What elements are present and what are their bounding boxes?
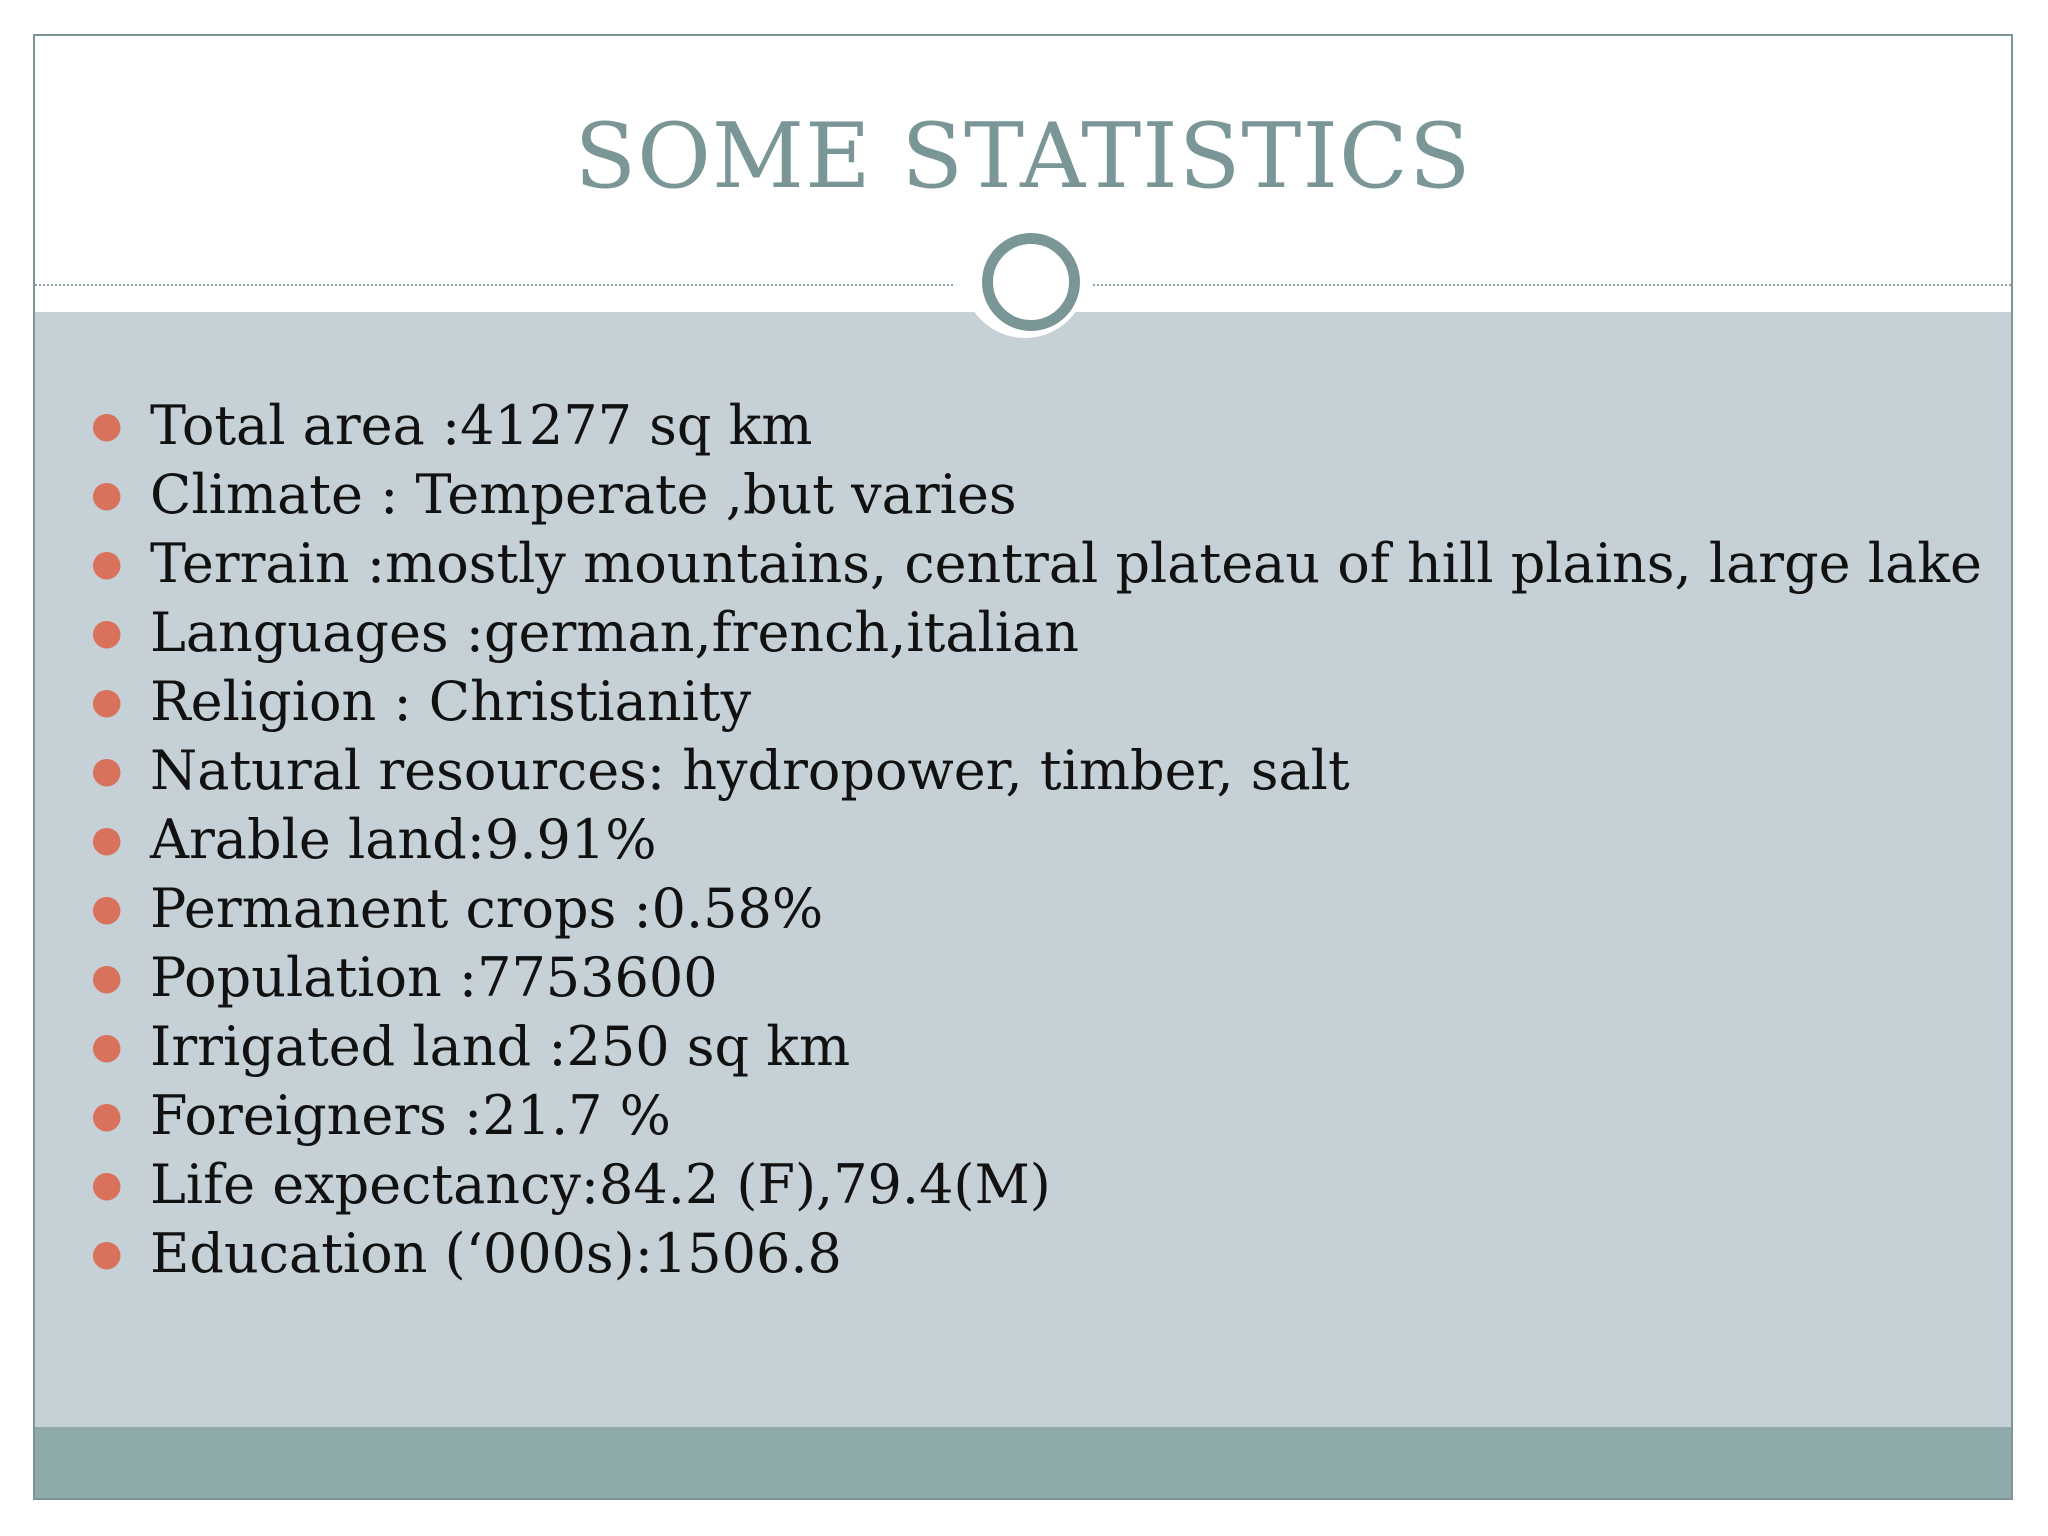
list-item — [35, 1150, 1982, 1219]
bullet-icon: ● — [91, 888, 123, 929]
bullet-icon: ● — [91, 1233, 123, 1274]
list-item-text: Natural resources: hydropower, timber, salt — [150, 739, 1350, 802]
title-divider-left — [35, 284, 953, 286]
bullet-icon: ● — [91, 1095, 123, 1136]
list-item-text: Population :7753600 — [150, 946, 718, 1009]
bullet-icon: ● — [91, 957, 123, 998]
bullet-icon: ● — [91, 612, 123, 653]
circle-ornament-icon — [982, 233, 1080, 331]
list-item — [35, 460, 1982, 529]
list-item-text: Permanent crops :0.58% — [150, 877, 824, 940]
list-item — [35, 1012, 1982, 1081]
slide-title: SOME STATISTICS — [574, 104, 1472, 209]
bullet-icon: ● — [91, 750, 123, 791]
title-divider-right — [1093, 284, 2013, 286]
list-item — [35, 391, 1982, 460]
bullet-icon: ● — [91, 1164, 123, 1205]
bullet-icon: ● — [91, 681, 123, 722]
list-item-text: Terrain :mostly mountains, central plateau of hill plains, large lake — [150, 532, 1982, 595]
statistics-list — [35, 391, 1982, 1288]
bullet-icon: ● — [91, 474, 123, 515]
list-item-text: Arable land:9.91% — [150, 808, 657, 871]
list-item — [35, 529, 1982, 598]
list-item-text: Languages :german,french,italian — [150, 601, 1080, 664]
list-item-text: Climate : Temperate ,but varies — [150, 463, 1017, 526]
bullet-icon: ● — [91, 405, 123, 446]
list-item — [35, 736, 1982, 805]
slide — [33, 34, 2013, 1500]
list-item — [35, 805, 1982, 874]
list-item-text: Foreigners :21.7 % — [150, 1084, 671, 1147]
list-item — [35, 1081, 1982, 1150]
bullet-icon: ● — [91, 819, 123, 860]
list-item — [35, 1219, 1982, 1288]
bullet-icon: ● — [91, 543, 123, 584]
list-item — [35, 598, 1982, 667]
list-item — [35, 667, 1982, 736]
footer-bar — [35, 1427, 2011, 1498]
list-item — [35, 943, 1982, 1012]
list-item — [35, 874, 1982, 943]
list-item-text: Education (‘000s):1506.8 — [150, 1222, 842, 1285]
list-item-text: Irrigated land :250 sq km — [150, 1015, 851, 1078]
list-item-text: Life expectancy:84.2 (F),79.4(M) — [150, 1153, 1051, 1216]
list-item-text: Total area :41277 sq km — [150, 394, 813, 457]
bullet-icon: ● — [91, 1026, 123, 1067]
list-item-text: Religion : Christianity — [150, 670, 752, 733]
